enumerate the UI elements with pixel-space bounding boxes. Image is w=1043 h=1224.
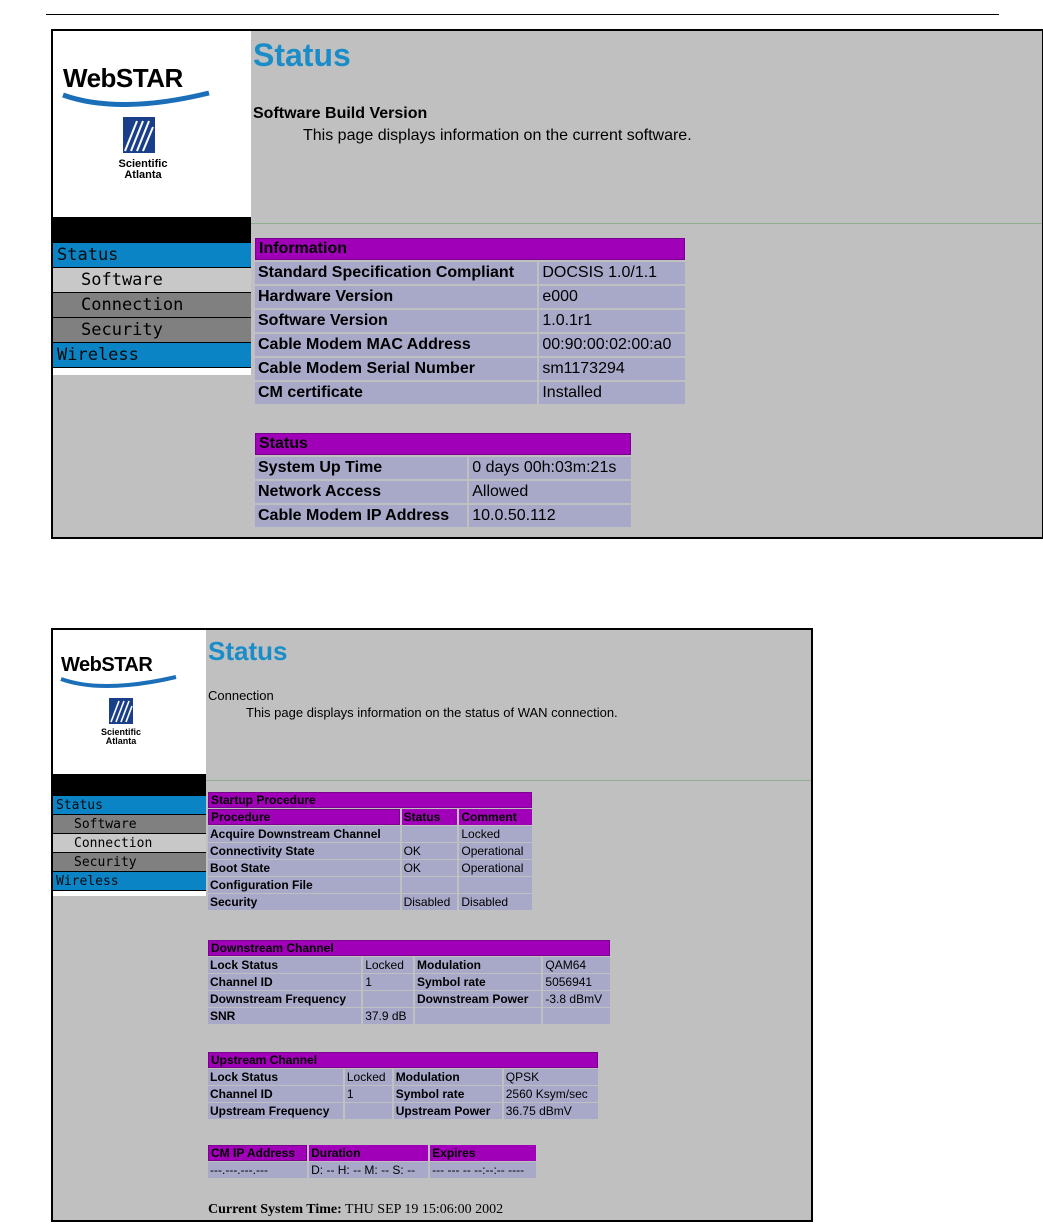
nav-item-security[interactable]: Security <box>53 853 206 872</box>
page-title: Status <box>208 636 288 666</box>
status-software-screen <box>51 29 1043 539</box>
section-divider <box>251 223 1043 224</box>
table-row: Cable Modem MAC Address 00:90:00:02:00:a0 <box>255 334 685 356</box>
current-system-time: Current System Time: THU SEP 19 15:06:00 2002 <box>208 1202 504 1217</box>
page-top-rule <box>46 14 999 15</box>
main-content <box>251 31 1043 539</box>
nav-item-connection[interactable]: Connection <box>53 293 251 318</box>
table-row: ---.---.---.--- D: -- H: -- M: -- S: -- --- --- -- --:--:-- ---- <box>208 1162 536 1178</box>
status-table <box>255 431 631 529</box>
table-row: Upstream Frequency Upstream Power 36.75 dBmV <box>208 1103 598 1119</box>
table-row: Lock Status Locked Modulation QPSK <box>208 1069 598 1085</box>
startup-procedure-header: Startup Procedure <box>208 792 532 808</box>
table-row: Hardware Version e000 <box>255 286 685 308</box>
table-row: Downstream Frequency Downstream Power -3.8 dBmV <box>208 991 610 1007</box>
nav-item-wireless[interactable]: Wireless <box>53 872 206 891</box>
table-row: Boot State OK Operational <box>208 860 532 876</box>
status-connection-screen <box>51 628 813 1222</box>
upstream-channel-table <box>208 1051 598 1120</box>
table-row: Configuration File <box>208 877 532 893</box>
page-subtitle: Connection <box>208 688 274 703</box>
company-name: Scientific Atlanta <box>118 158 168 181</box>
nav-item-status[interactable]: Status <box>53 243 251 268</box>
table-row: CM certificate Installed <box>255 382 685 404</box>
main-content <box>206 630 813 1222</box>
table-row: Connectivity State OK Operational <box>208 843 532 859</box>
table-row: Network Access Allowed <box>255 481 631 503</box>
sidebar-black-bar <box>53 774 206 796</box>
webstar-logo-text: WebSTAR <box>61 654 153 676</box>
nav-item-wireless[interactable]: Wireless <box>53 343 251 368</box>
sidebar <box>53 630 206 896</box>
nav-item-software[interactable]: Software <box>53 815 206 834</box>
nav-item-status[interactable]: Status <box>53 796 206 815</box>
brand-logo-area <box>53 630 206 774</box>
table-header-row: CM IP Address Duration Expires <box>208 1145 536 1161</box>
nav-item-security[interactable]: Security <box>53 318 251 343</box>
table-row: Cable Modem IP Address 10.0.50.112 <box>255 505 631 527</box>
table-header-row: Procedure Status Comment <box>208 809 532 825</box>
downstream-channel-table <box>208 939 610 1025</box>
sidebar-black-bar <box>53 217 251 243</box>
cm-ip-table <box>208 1144 536 1179</box>
page-title: Status <box>253 37 351 73</box>
table-row: Channel ID 1 Symbol rate 5056941 <box>208 974 610 990</box>
scientific-atlanta-logo-icon <box>123 117 155 153</box>
table-row: Cable Modem Serial Number sm1173294 <box>255 358 685 380</box>
status-header: Status <box>255 433 631 455</box>
webstar-swoosh-icon <box>58 674 198 692</box>
table-row: System Up Time 0 days 00h:03m:21s <box>255 457 631 479</box>
information-header: Information <box>255 238 685 260</box>
downstream-channel-header: Downstream Channel <box>208 940 610 956</box>
table-row: Channel ID 1 Symbol rate 2560 Ksym/sec <box>208 1086 598 1102</box>
table-row: Acquire Downstream Channel Locked <box>208 826 532 842</box>
table-row: Lock Status Locked Modulation QAM64 <box>208 957 610 973</box>
sidebar-nav <box>53 796 206 891</box>
table-row: Software Version 1.0.1r1 <box>255 310 685 332</box>
company-name: Scientific Atlanta <box>100 727 141 746</box>
startup-procedure-table <box>208 791 532 911</box>
nav-item-connection[interactable]: Connection <box>53 834 206 853</box>
page-subtitle: Software Build Version <box>253 105 428 122</box>
upstream-channel-header: Upstream Channel <box>208 1052 598 1068</box>
sidebar <box>53 31 251 375</box>
page-description: This page displays information on the current software. <box>303 127 692 144</box>
table-row: Security Disabled Disabled <box>208 894 532 910</box>
sidebar-nav <box>53 243 251 368</box>
section-divider <box>206 780 813 781</box>
brand-logo-area <box>53 31 251 217</box>
page-description: This page displays information on the status of WAN connection. <box>246 705 618 720</box>
nav-item-software[interactable]: Software <box>53 268 251 293</box>
scientific-atlanta-logo-icon <box>109 698 133 724</box>
information-table <box>255 236 685 406</box>
webstar-logo-text: WebSTAR <box>63 63 183 93</box>
webstar-swoosh-icon <box>59 89 239 111</box>
table-row: Standard Specification Compliant DOCSIS 1.0/1.1 <box>255 262 685 284</box>
table-row: SNR 37.9 dB <box>208 1008 610 1024</box>
